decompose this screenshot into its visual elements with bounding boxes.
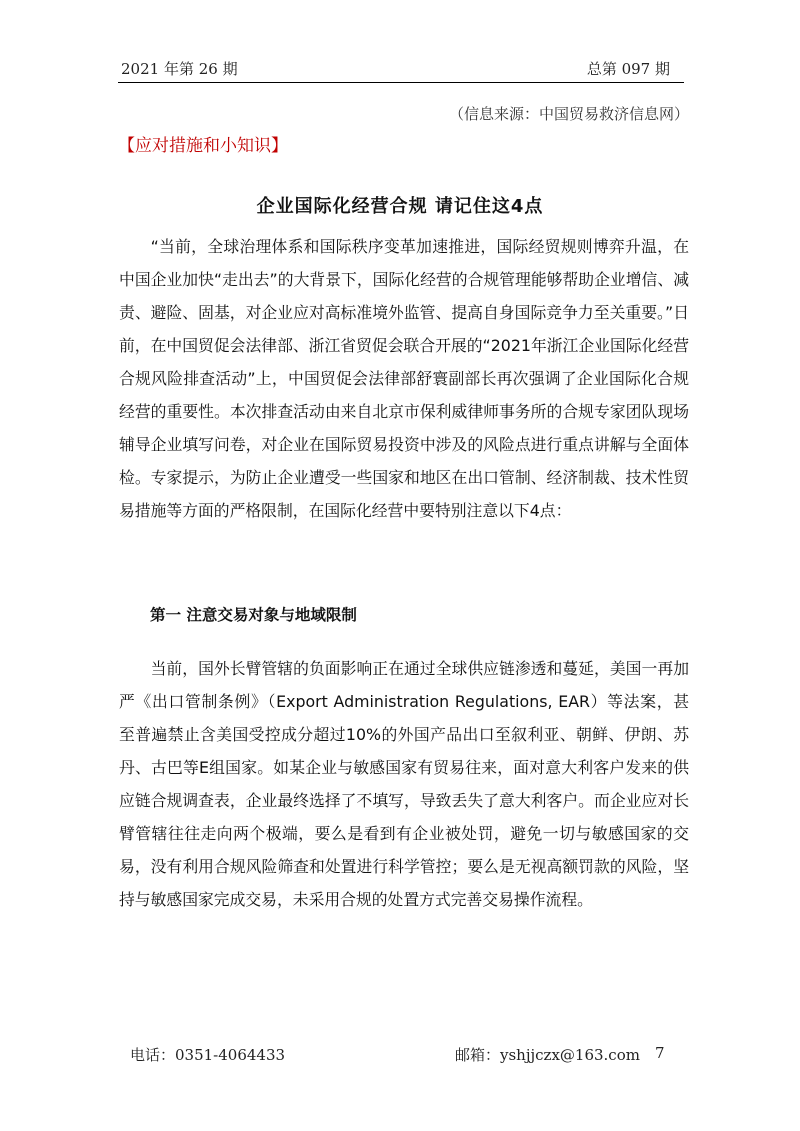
footer-phone: 电话：0351-4064433 <box>130 1046 286 1064</box>
footer-email: 邮箱：yshjjczx@163.com <box>455 1046 640 1064</box>
page-number: 7 <box>655 1044 665 1062</box>
header-issue-number: 2021 年第 26 期 <box>121 60 238 78</box>
header-total-issue: 总第 097 期 <box>586 60 670 78</box>
article-paragraph-intro: “当前，全球治理体系和国际秩序变革加速推进，国际经贸规则博弈升温，在中国企业加快“走出去”的大背景下，国际化经营的合规管理能够帮助企业增信、减责、避险、固基，对企业应对高标准境外监管、提高自身国际竞争力至关重要。”日前，在中国贸促会法律部、浙江省贸促会联合开展的“2021年浙江企业国际化经营合规风险排查活动”上，中国贸促会法律部舒寰副部长再次强调了企业国际化合规经营的重要性。本次排查活动由来自北京市保利威律师事务所的合规专家团队现场辅导企业填写问卷，对企业在国际贸易投资中涉及的风险点进行重点讲解与全面体检。专家提示，为防止企业遭受一些国家和地区在出口管制、经济制裁、技术性贸易措施等方面的严格限制，在国际化经营中要特别注意以下4点： <box>119 237 689 520</box>
article-paragraph-body: 当前，国外长臂管辖的负面影响正在通过全球供应链渗透和蔓延，美国一再加严《出口管制条例》（Export Administration Regulations, EAR）等法案，甚至普遍禁止含美国受控成分超过10%的外国产品出口至叙利亚、朝鲜、伊朗、苏丹、古巴等E组国家。如某企业与敏感国家有贸易往来，面对意大利客户发来的供应链合规调查表，企业最终选择了不填写，导致丢失了意大利客户。而企业应对长臂管辖往往走向两个极端，要么是看到有企业被处罚，避免一切与敏感国家的交易，没有利用合规风险筛查和处置进行科学管控；要么是无视高额罚款的风险，坚持与敏感国家完成交易，未采用合规的处置方式完善交易操作流程。 <box>119 659 689 909</box>
article-subheading: 第一 注意交易对象与地域限制 <box>150 606 357 624</box>
header-divider <box>118 82 684 83</box>
source-note: （信息来源：中国贸易救济信息网） <box>448 105 689 123</box>
section-heading: 【应对措施和小知识】 <box>118 136 288 156</box>
article-title: 企业国际化经营合规 请记住这4点 <box>256 196 544 217</box>
